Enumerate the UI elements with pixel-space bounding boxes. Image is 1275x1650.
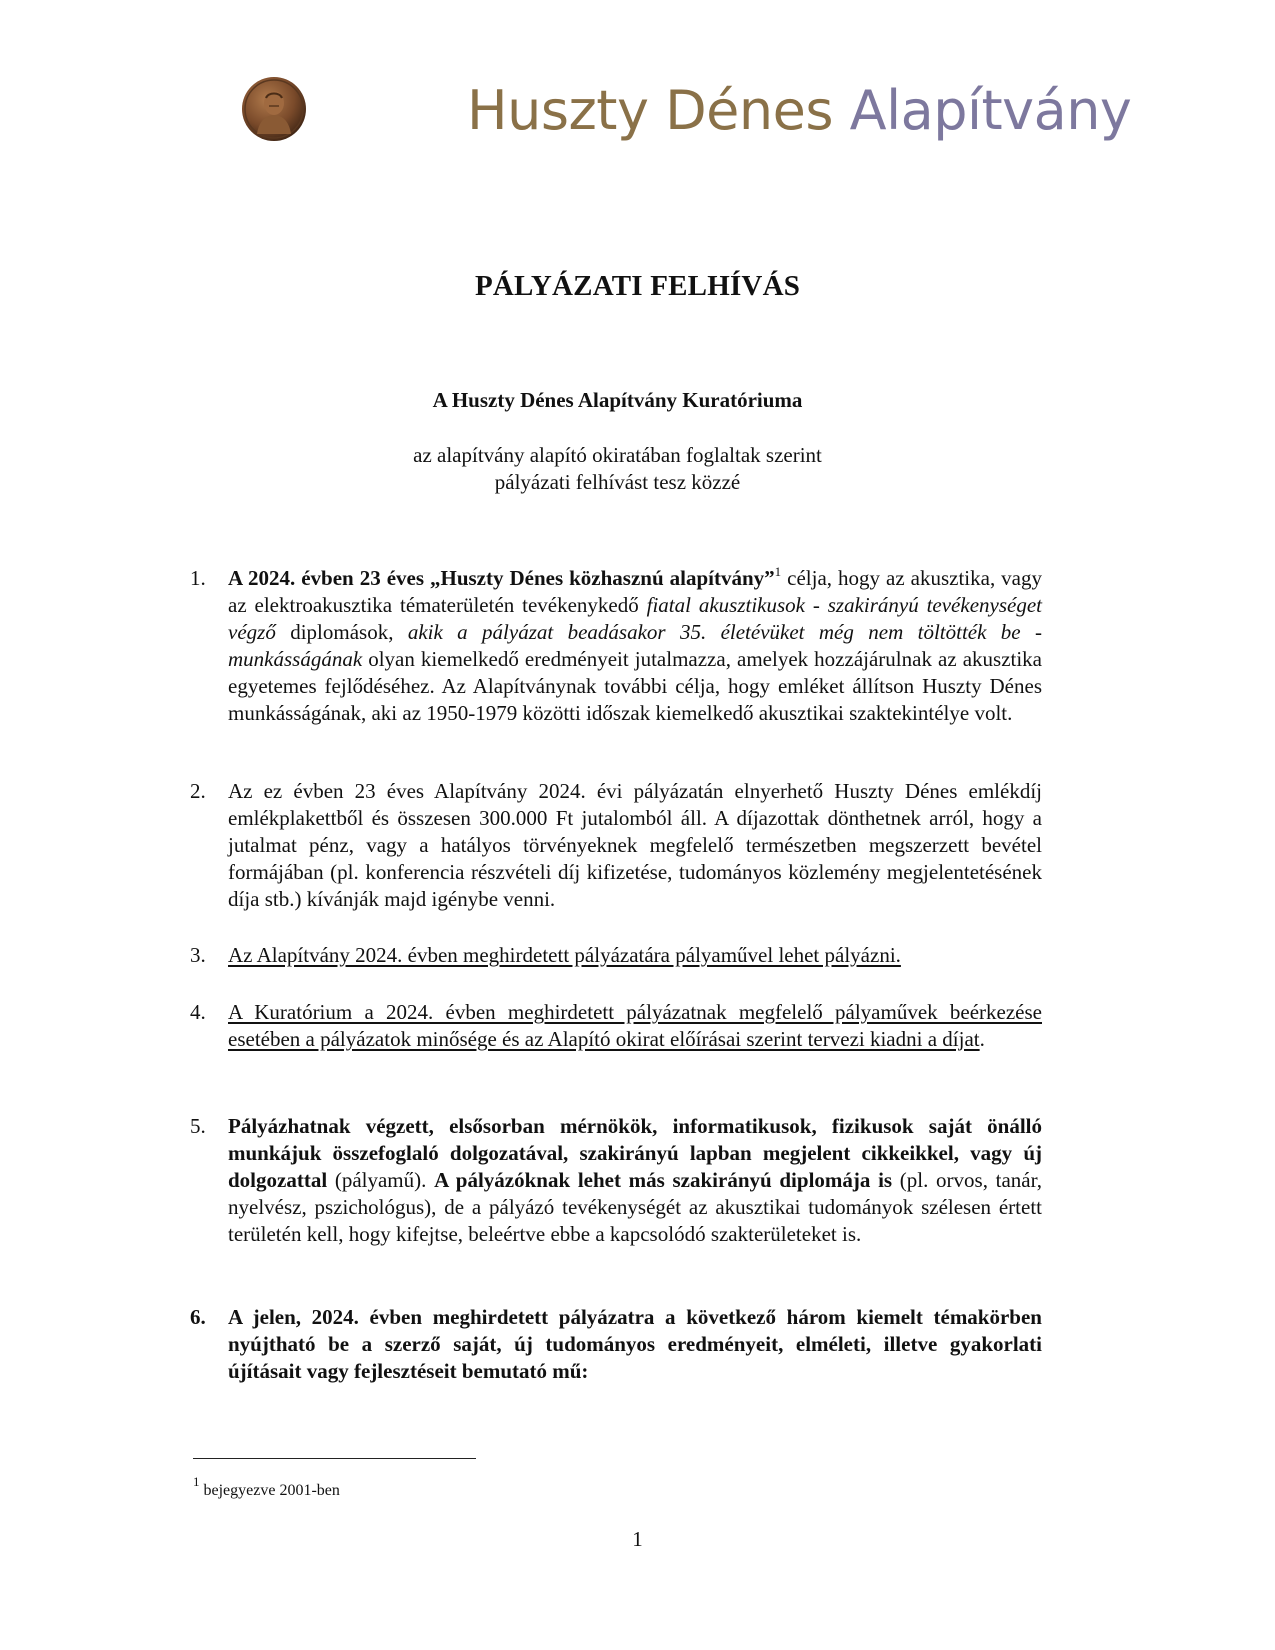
list-item-4 [190, 999, 1042, 1053]
organization-name-part1: Huszty Dénes [467, 79, 833, 142]
item-number: 3. [190, 943, 206, 967]
issuer-heading: A Huszty Dénes Alapítvány Kuratóriuma [432, 388, 803, 412]
item-bold-text: A pályázóknak lehet más szakirányú diplomája is [434, 1168, 893, 1192]
list-item-1 [190, 565, 1042, 727]
item-text: Az ez évben 23 éves Alapítvány 2024. évi pályázatán elnyerhető Huszty Dénes emlékdíj emlékplakettből és összesen 300.000 Ft jutalomból áll. A díjazottak dönthetnek arról, hogy a jutalmat pénz, vagy a hatályos törvényeknek megfelelő természetben megszerzett bevétel formájában (pl. konferencia részvételi díj kifizetése, tudományos közlemény megjelentetésének díja stb.) kívánják majd igénybe venni. [228, 779, 1042, 911]
item-underlined-text: A Kuratórium a 2024. évben meghirdetett pályázatnak megfelelő pályaművek beérkezése esetében a pályázatok minősége és az Alapító okirat előírásai szerint tervezi kiadni a díjat [228, 1000, 1042, 1051]
intro-line-2: pályázati felhívást tesz közzé [494, 470, 741, 494]
item-text-run: . [979, 1027, 985, 1051]
item-number: 4. [190, 1000, 206, 1024]
list-item-5 [190, 1113, 1042, 1248]
organization-name [467, 79, 1132, 142]
item-number: 2. [190, 779, 206, 803]
intro-text [0, 442, 1235, 496]
list-item-6 [190, 1304, 1042, 1385]
item-text-run: (pályamű). [327, 1168, 435, 1192]
footnote-ref: 1 [774, 564, 782, 579]
item-text [228, 942, 1042, 969]
item-text [228, 1113, 1042, 1248]
intro-line-1: az alapítvány alapító okiratában foglaltak szerint [413, 443, 822, 467]
item-text [228, 1304, 1042, 1385]
item-number: 1. [190, 566, 206, 590]
item-text [228, 565, 1042, 727]
item-italic-text: akik a pályázat beadásakor 35. életévüket még nem töltötték be - munkásságának [228, 620, 1042, 671]
footnote [193, 1474, 340, 1500]
letterhead [0, 0, 1275, 170]
item-text [228, 999, 1042, 1053]
item-italic-text: fiatal akusztikusok - szakirányú tevékenységet végző [228, 593, 1042, 644]
item-text-run: (pl. orvos, tanár, nyelvész, pszichológus), de a pályázó tevékenységét az akusztikai tudományok szélesen értett területén kell, hogy kifejtse, beleértve ebbe a kapcsolódó szakterületeket is. [228, 1168, 1042, 1246]
item-text-run: olyan kiemelkedő eredményeit jutalmazza, amelyek hozzájárulnak az akusztika egyetemes fejlődéséhez. Az Alapítványnak további célja, hogy emléket állítson Huszty Dénes munkásságának, aki az 1950-1979 közötti időszak kiemelkedő akusztikai szaktekintélye volt. [228, 647, 1042, 725]
list-item-2 [190, 778, 1042, 913]
page-number: 1 [632, 1527, 643, 1551]
item-bold-text: A jelen, 2024. évben meghirdetett pályázatra a következő három kiemelt témakörben nyújtható be a szerző saját, új tudományos eredményeit, elméleti, illetve gyakorlati újításait vagy fejlesztéseit bemutató mű: [228, 1305, 1042, 1383]
footnote-text: bejegyezve 2001-ben [199, 1482, 340, 1499]
item-bold-text: Pályázhatnak végzett, elsősorban mérnökök, informatikusok, fizikusok saját önálló munkájuk összefoglaló dolgozatával, szakirányú lapban megjelent cikkeikkel, vagy új dolgozattal [228, 1114, 1042, 1192]
item-text-run: célja, hogy az akusztika, vagy az elektroakusztika tématerületén tevékenykedő [228, 566, 1042, 617]
list-item-3 [190, 942, 1042, 969]
bronze-medal-portrait-icon [241, 76, 307, 142]
item-text-run: diplomások, [275, 620, 408, 644]
item-underlined-text: Az Alapítvány 2024. évben meghirdetett pályázatára pályaművel lehet pályázni. [228, 943, 901, 967]
item-number: 6. [190, 1305, 206, 1329]
footnote-separator [193, 1458, 476, 1459]
item-number: 5. [190, 1114, 206, 1138]
organization-name-part2: Alapítvány [849, 79, 1132, 142]
item-bold-text: A 2024. évben 23 éves „Huszty Dénes közhasznú alapítvány” [228, 566, 775, 590]
document-title: PÁLYÁZATI FELHÍVÁS [474, 270, 801, 302]
footnote-mark: 1 [193, 1474, 200, 1489]
